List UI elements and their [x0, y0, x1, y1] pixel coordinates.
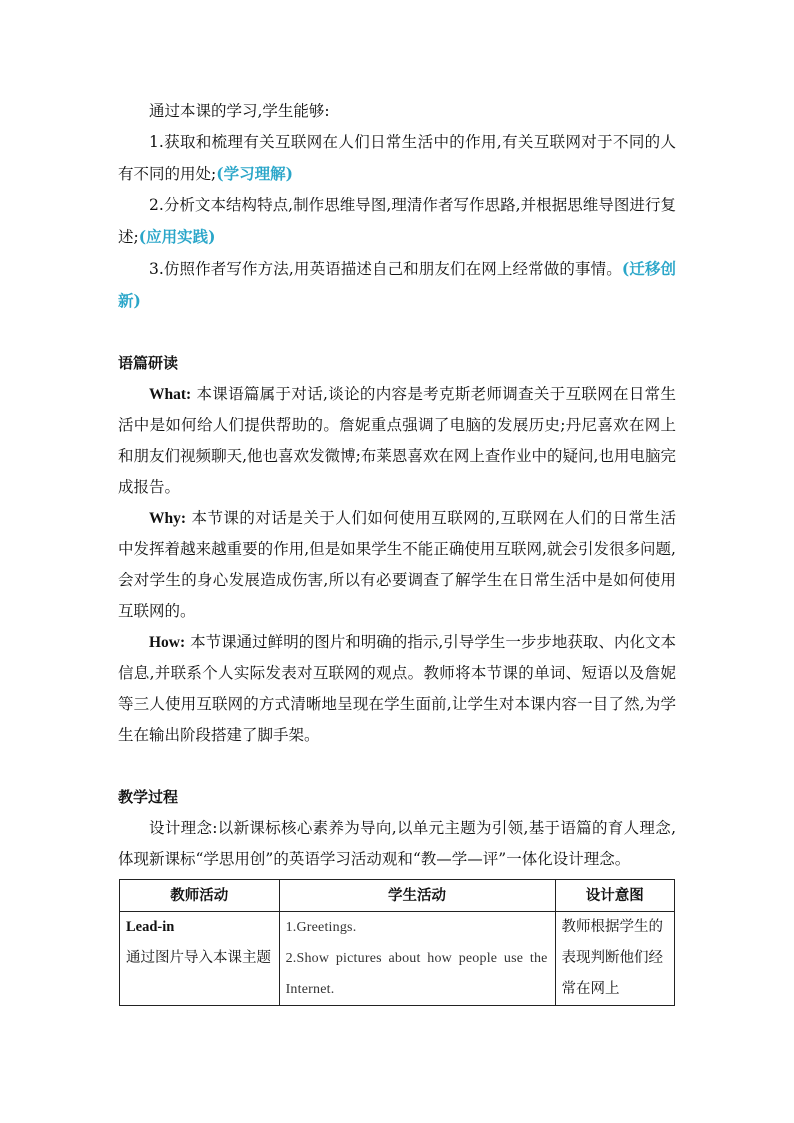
student-activity-item: 2.Show pictures about how people use the Internet. [285, 951, 548, 997]
teacher-activity-text: 通过图片导入本课主题 [126, 950, 271, 966]
objective-text: 3.仿照作者写作方法,用英语描述自己和朋友们在网上经常做的事情。 [149, 260, 622, 278]
spacer [118, 751, 676, 782]
objectives-intro: 通过本课的学习,学生能够: [149, 102, 330, 120]
objective-text: 2.分析文本结构特点,制作思维导图,理清作者写作思路,并根据思维导图进行复述; [118, 196, 676, 246]
how-label: How: [149, 634, 186, 651]
analysis-why [118, 503, 676, 627]
objective-tag: (学习理解) [216, 164, 293, 183]
why-label: Why: [149, 510, 187, 527]
lead-in-title: Lead-in [126, 919, 175, 935]
table-header: 学生活动 [279, 880, 555, 912]
objective-item-1 [118, 127, 676, 190]
section-heading-process: 教学过程 [118, 788, 179, 806]
objective-tag: (迁移创新) [118, 259, 676, 310]
how-text: 本节课通过鲜明的图片和明确的指示,引导学生一步步地获取、内化文本信息,并联系个人实际发表对互联网的观点。教师将本节课的单词、短语以及詹妮等三人使用互联网的方式清晰地呈现在学生面前,让学生对本课内容一目了然,为学生在输出阶段搭建了脚手架。 [118, 633, 676, 744]
spacer [118, 317, 676, 348]
analysis-how [118, 627, 676, 751]
student-activity-cell [279, 912, 555, 1006]
analysis-what [118, 379, 676, 503]
what-text: 本课语篇属于对话,谈论的内容是考克斯老师调查关于互联网在日常生活中是如何给人们提供帮助的。詹妮重点强调了电脑的发展历史;丹尼喜欢在网上和朋友们视频聊天,他也喜欢发微博;布莱恩喜欢在网上查作业中的疑问,也用电脑完成报告。 [118, 385, 676, 496]
table-header-row [120, 880, 675, 912]
objective-item-2 [118, 190, 676, 253]
what-label: What: [149, 386, 192, 403]
student-activity-item: 1.Greetings. [285, 920, 357, 935]
table-header: 教师活动 [120, 880, 280, 912]
objective-text: 1.获取和梳理有关互联网在人们日常生活中的作用,有关互联网对于不同的人有不同的用处; [118, 133, 676, 183]
why-text: 本节课的对话是关于人们如何使用互联网的,互联网在人们的日常生活中发挥着越来越重要的作用,但是如果学生不能正确使用互联网,就会引发很多问题,会对学生的身心发展造成伤害,所以有必要调查了解学生在日常生活中是如何使用互联网的。 [118, 509, 676, 620]
design-concept: 设计理念:以新课标核心素养为导向,以单元主题为引领,基于语篇的育人理念,体现新课标“学思用创”的英语学习活动观和“教—学—评”一体化设计理念。 [118, 819, 676, 868]
table-header: 设计意图 [555, 880, 674, 912]
objective-item-3 [118, 253, 676, 317]
teaching-process-table [119, 879, 675, 1006]
document-page [118, 96, 676, 1006]
teacher-activity-cell [120, 912, 280, 1006]
section-heading-analysis: 语篇研读 [118, 354, 179, 372]
design-intent-cell: 教师根据学生的表现判断他们经常在网上 [555, 912, 674, 1006]
table-row [120, 912, 675, 1006]
objective-tag: (应用实践) [138, 227, 216, 246]
